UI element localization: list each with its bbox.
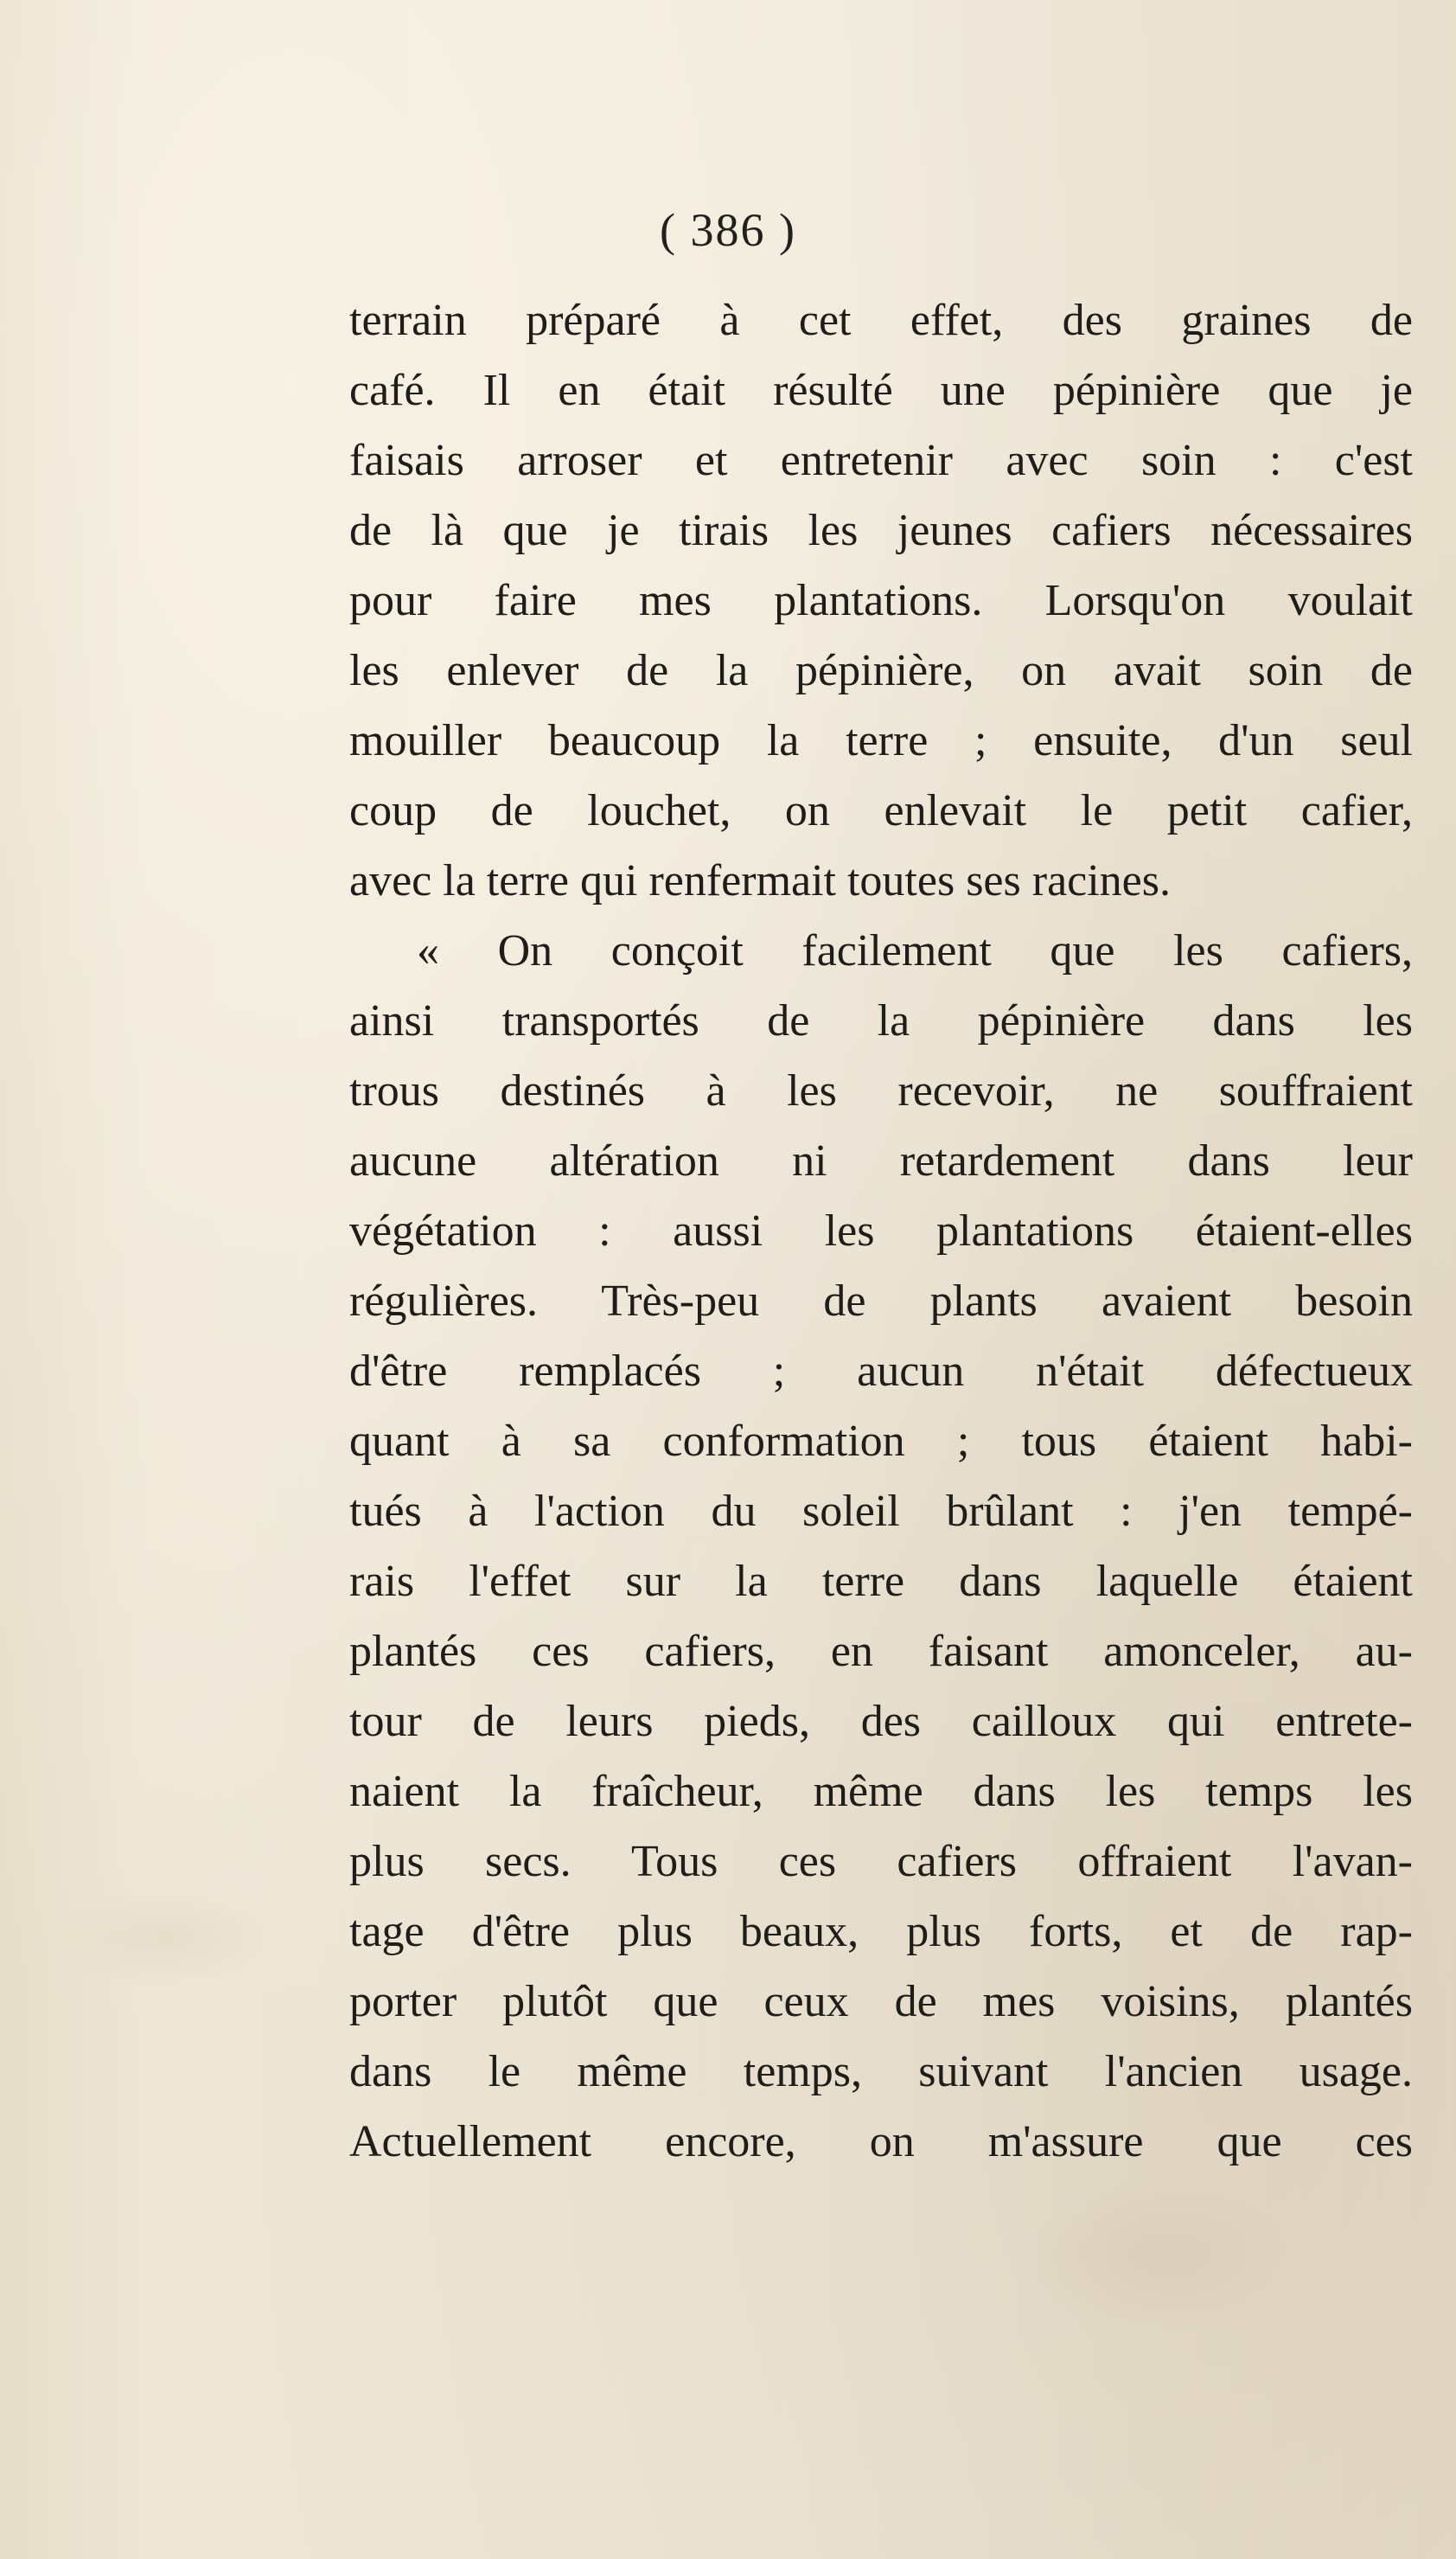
text-line: plantés ces cafiers, en faisant amonceler, au- [349,1627,1413,1676]
text-line: avec la terre qui renfermait toutes ses racines. [349,856,1171,905]
text-line: d'être remplacés ; aucun n'était défectueux [349,1347,1413,1396]
paper-stain [1020,2179,1297,2335]
text-line: Actuellement encore, on m'assure que ces [349,2117,1413,2166]
text-line: dans le même temps, suivant l'ancien usage. [349,2047,1413,2096]
text-line: tués à l'action du soleil brûlant : j'en tempé- [349,1487,1413,1536]
text-line: pour faire mes plantations. Lorsqu'on voulait [349,576,1413,625]
text-line: tour de leurs pieds, des cailloux qui entrete- [349,1697,1413,1746]
text-line: « On conçoit facilement que les cafiers, [417,926,1413,976]
body-text [349,285,1413,2177]
text-line: de là que je tirais les jeunes cafiers nécessaires [349,506,1413,555]
text-line: faisais arroser et entretenir avec soin : c'est [349,436,1413,485]
text-line: trous destinés à les recevoir, ne souffraient [349,1066,1413,1116]
text-line: végétation : aussi les plantations étaient-elles [349,1206,1413,1256]
text-line: café. Il en était résulté une pépinière que je [349,366,1413,415]
text-line: coup de louchet, on enlevait le petit cafier, [349,786,1413,835]
text-line: ainsi transportés de la pépinière dans les [349,996,1413,1046]
text-line: naient la fraîcheur, même dans les temps les [349,1767,1413,1816]
text-line: mouiller beaucoup la terre ; ensuite, d'un seul [349,716,1413,765]
text-line: les enlever de la pépinière, on avait soin de [349,646,1413,695]
page-number: ( 386 ) [660,204,796,256]
text-line: plus secs. Tous ces cafiers offraient l'avan- [349,1837,1413,1886]
text-line: tage d'être plus beaux, plus forts, et de rap- [349,1907,1413,1956]
text-line: rais l'effet sur la terre dans laquelle étaient [349,1557,1413,1606]
text-line: quant à sa conformation ; tous étaient habi- [349,1417,1413,1466]
text-line: porter plutôt que ceux de mes voisins, plantés [349,1977,1413,2026]
paper-stain [52,1885,277,1989]
text-line: terrain préparé à cet effet, des graines de [349,296,1413,345]
text-line: aucune altération ni retardement dans leur [349,1136,1413,1186]
text-line: régulières. Très-peu de plants avaient besoin [349,1276,1413,1326]
